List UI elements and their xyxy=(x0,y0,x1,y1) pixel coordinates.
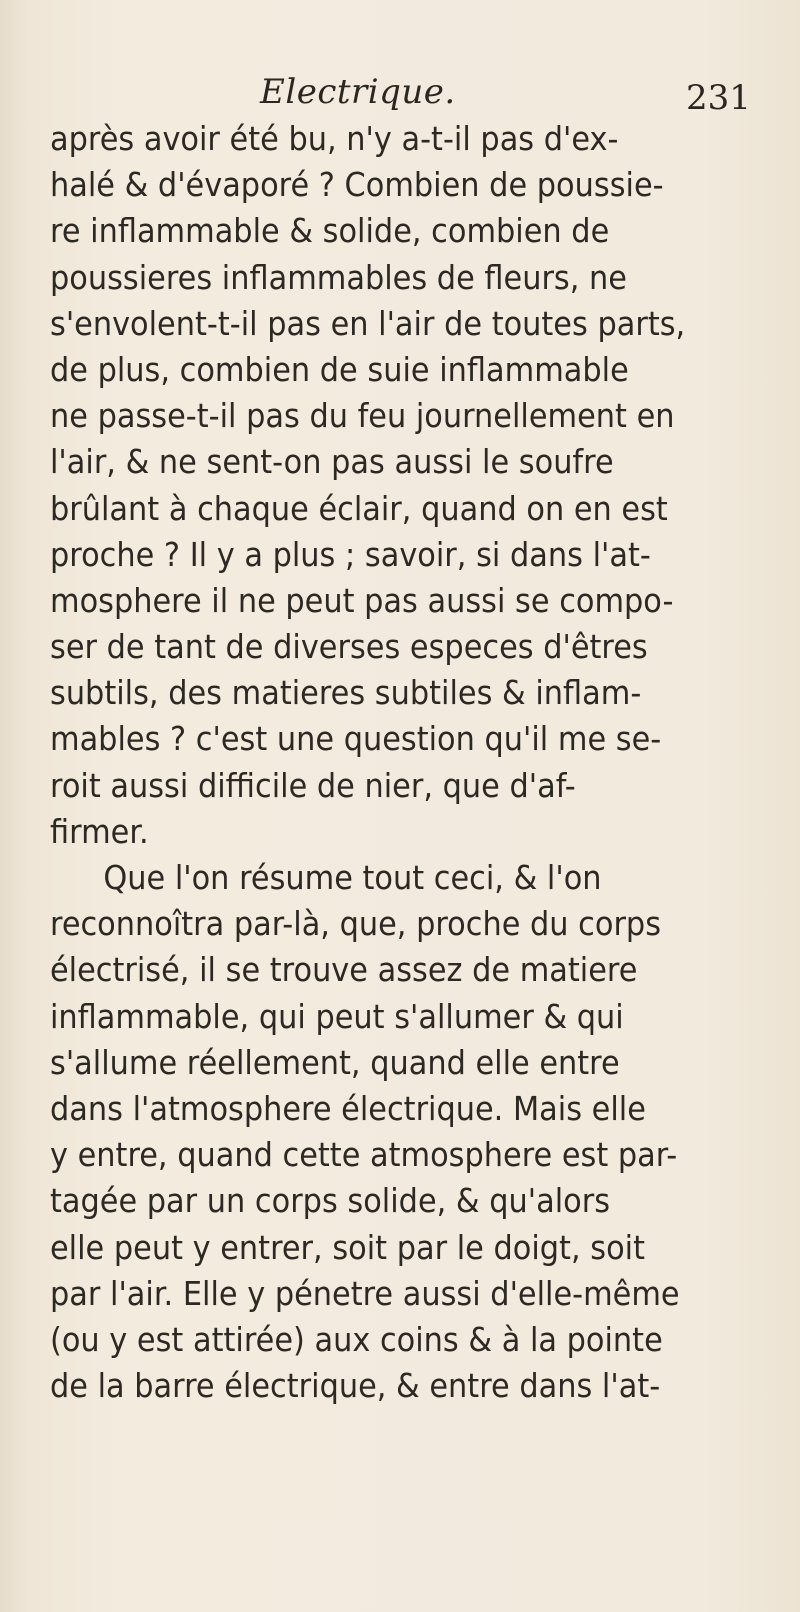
text-line: de plus, combien de suie inflammable xyxy=(50,349,629,389)
text-line: électrisé, il se trouve assez de matiere xyxy=(50,950,638,990)
text-line: s'allume réellement, quand elle entre xyxy=(50,1042,620,1082)
text-line: reconnoîtra par-là, que, proche du corps xyxy=(50,904,662,944)
text-line: dans l'atmosphere électrique. Mais elle xyxy=(50,1088,646,1128)
text-line: s'envolent-t-il pas en l'air de toutes parts, xyxy=(50,303,686,343)
text-line: firmer. xyxy=(50,811,149,851)
text-line: l'air, & ne sent-on pas aussi le soufre xyxy=(50,442,614,482)
text-line: inflammable, qui peut s'allumer & qui xyxy=(50,996,624,1036)
text-line: mables ? c'est une question qu'il me se- xyxy=(50,719,662,759)
paragraph-start-line: Que l'on résume tout ceci, & l'on xyxy=(103,858,602,897)
text-line: brûlant à chaque éclair, quand on en est xyxy=(50,488,668,528)
text-line: proche ? Il y a plus ; savoir, si dans l'at- xyxy=(50,534,651,574)
text-line: halé & d'évaporé ? Combien de poussie- xyxy=(50,165,664,205)
page-number: 231 xyxy=(686,78,751,118)
text-line: mosphere il ne peut pas aussi se compo- xyxy=(50,580,674,620)
text-line: après avoir été bu, n'y a-t-il pas d'ex- xyxy=(50,119,619,158)
text-line: par l'air. Elle y pénetre aussi d'elle-même xyxy=(50,1273,680,1313)
text-line: ser de tant de diverses especes d'êtres xyxy=(50,627,648,667)
running-title: Electrique. xyxy=(260,72,456,112)
body-text xyxy=(50,116,790,1409)
text-line: de la barre électrique, & entre dans l'at- xyxy=(50,1366,661,1406)
text-line: subtils, des matieres subtiles & inflam- xyxy=(50,673,642,713)
text-line: roit aussi difficile de nier, que d'af- xyxy=(50,765,576,805)
text-line: elle peut y entrer, soit par le doigt, soit xyxy=(50,1227,645,1267)
text-line: tagée par un corps solide, & qu'alors xyxy=(50,1181,611,1221)
text-line: re inflammable & solide, combien de xyxy=(50,211,610,251)
text-line: y entre, quand cette atmosphere est par- xyxy=(50,1135,678,1175)
text-line: poussieres inflammables de fleurs, ne xyxy=(50,257,627,297)
text-line: ne passe-t-il pas du feu journellement en xyxy=(50,396,675,436)
text-line: (ou y est attirée) aux coins & à la pointe xyxy=(50,1319,663,1359)
